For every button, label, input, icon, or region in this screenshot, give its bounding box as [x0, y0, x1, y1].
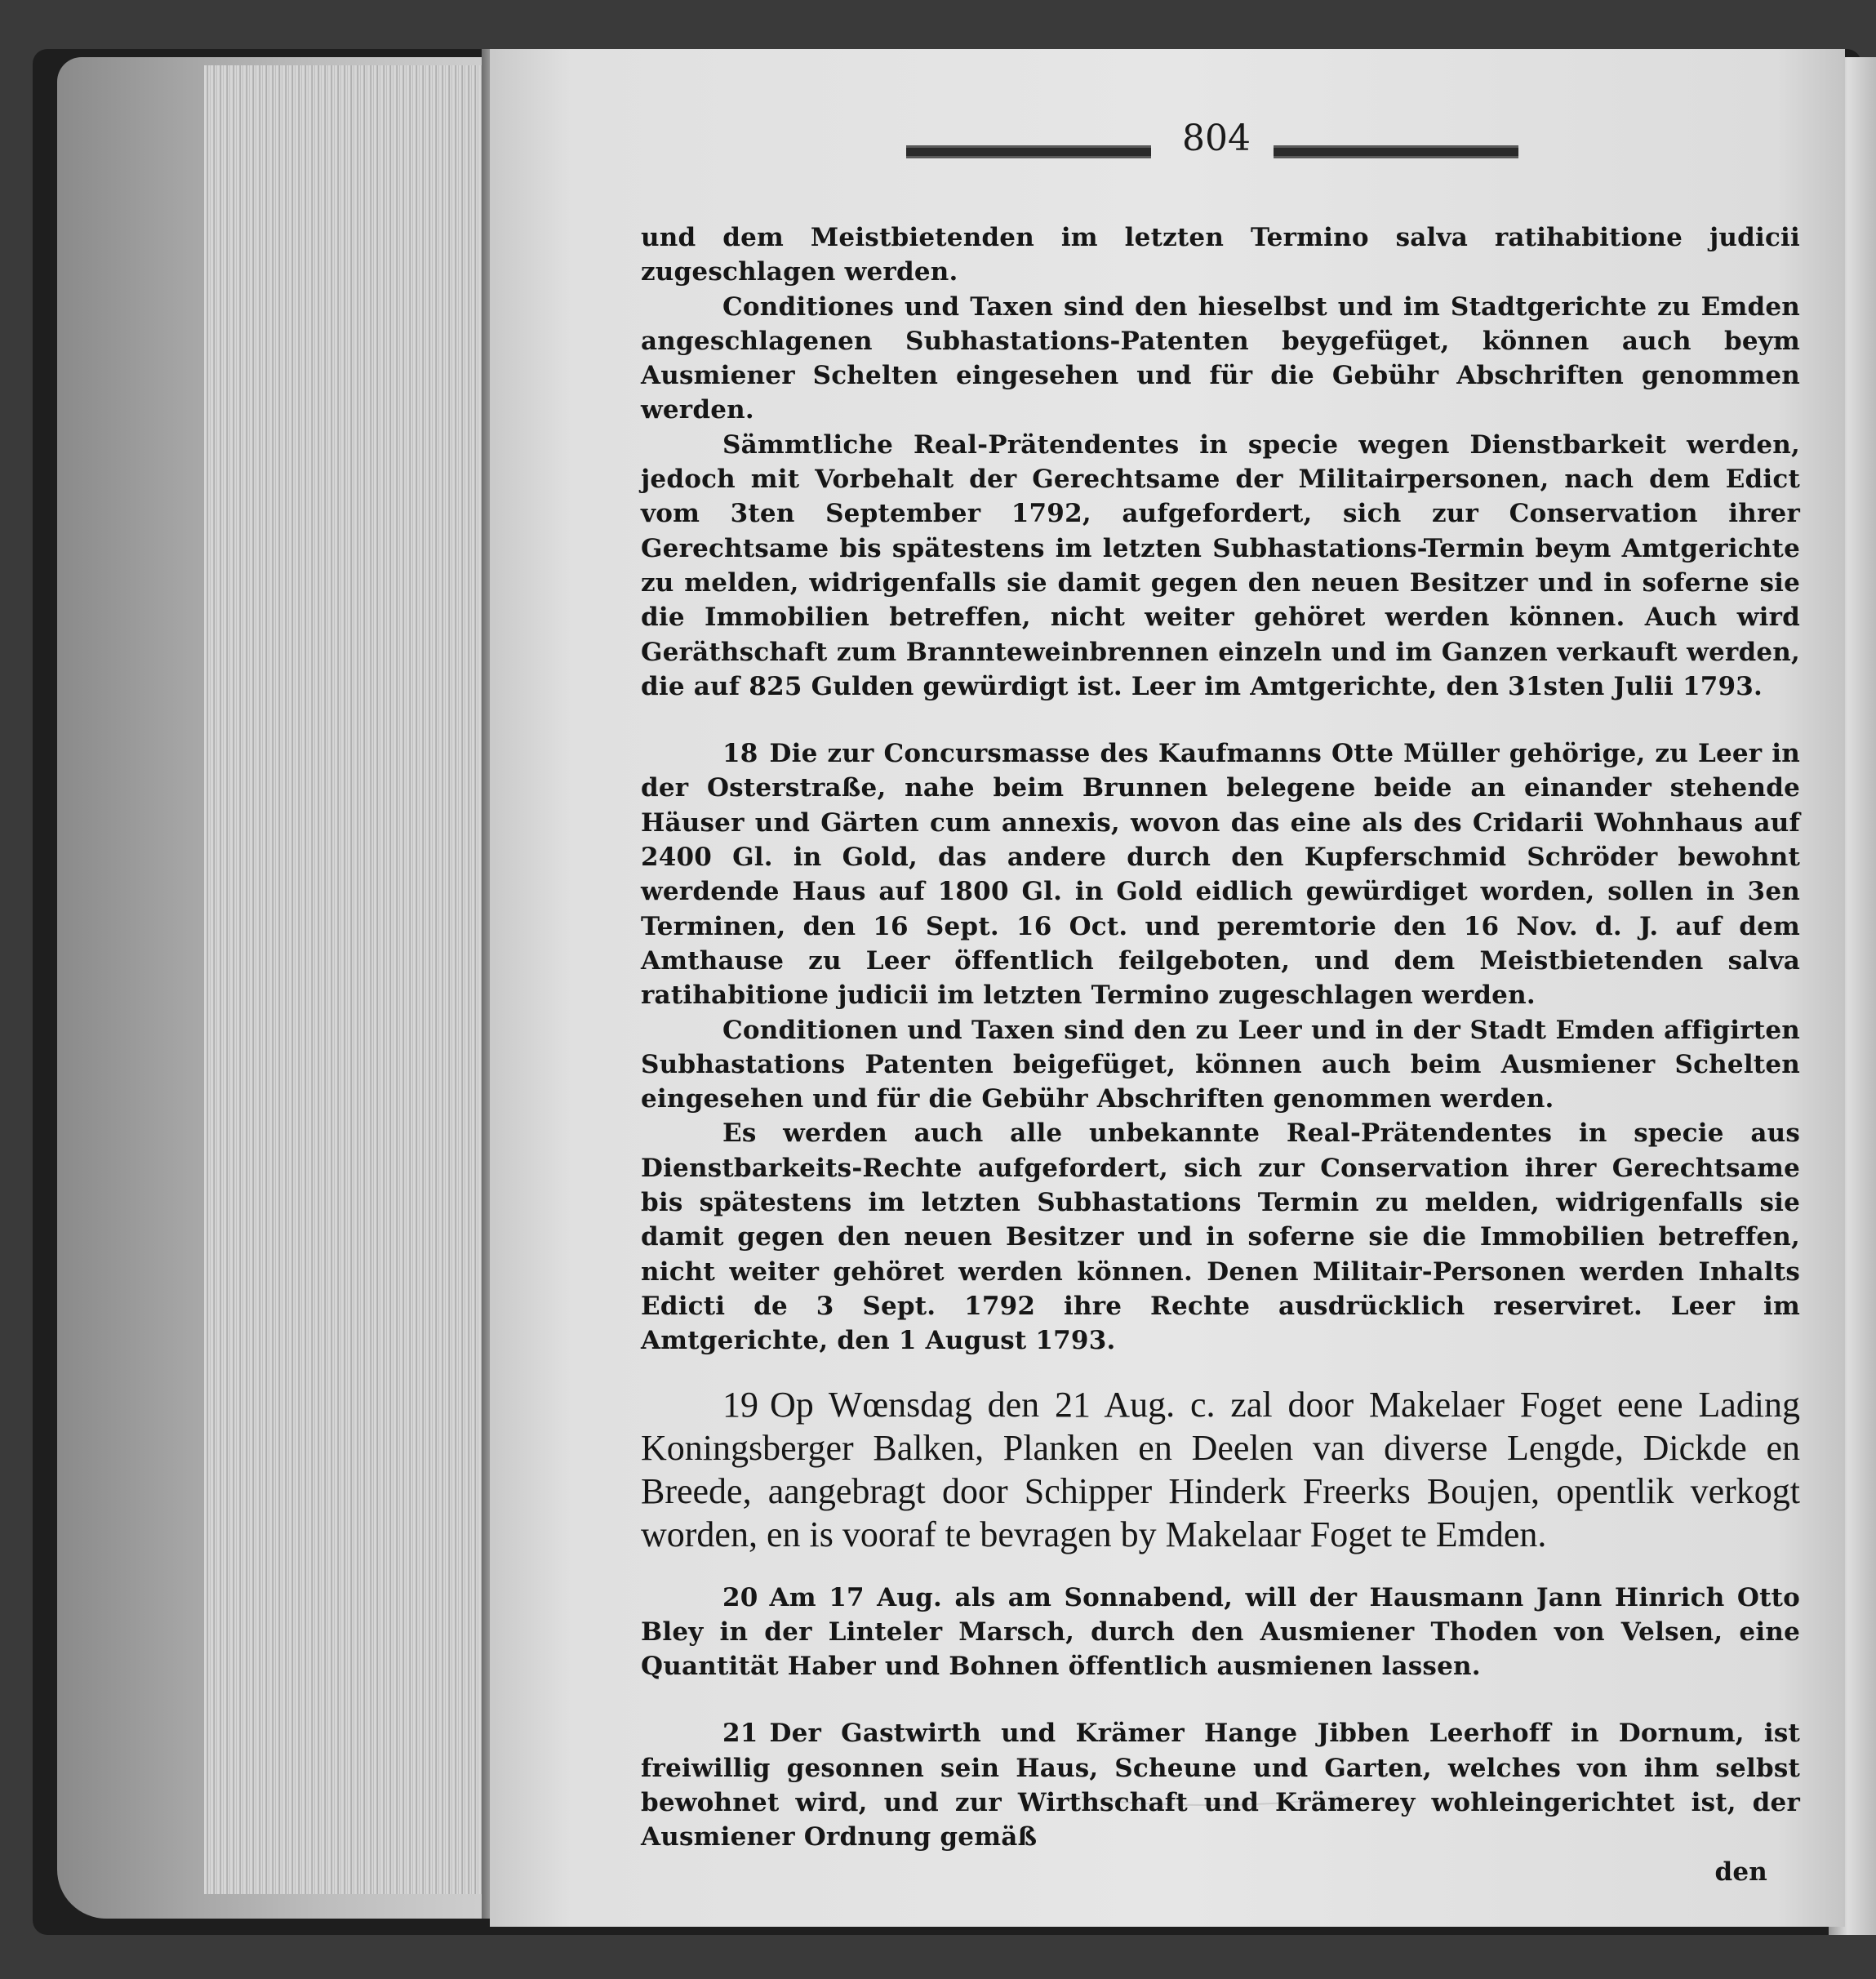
- page-header: [906, 114, 1527, 163]
- paragraph: und dem Meistbietenden im letzten Termino salva ratihabitione judicii zugeschlagen werden.: [641, 223, 1800, 287]
- paragraph: [641, 736, 1800, 1012]
- entry-number: 18: [722, 739, 758, 769]
- bleed-through-mark: [1061, 1772, 1355, 1806]
- page-edges: [204, 65, 484, 1894]
- entry-19: [641, 1383, 1800, 1556]
- entry-18: [641, 736, 1800, 1358]
- paragraph: [641, 1383, 1800, 1556]
- catchword: den: [1714, 1857, 1767, 1887]
- entry-continuation: [641, 220, 1800, 704]
- paragraph-text: Am 17 Aug. als am Sonnabend, will der Hausmann Jann Hinrich Otto Bley in der Linteler Marsch, durch den Ausmiener Thoden von Velsen, eine Quantität Haber und Bohnen öffentlich ausmienen lassen.: [641, 1582, 1800, 1682]
- entry-number: 20: [722, 1582, 758, 1612]
- paragraph: Conditionen und Taxen sind den zu Leer und in der Stadt Emden affigirten Subhastations Patenten beigefüget, können auch beim Ausmiener Schelten eingesehen und für die Gebühr Abschriften genommen werden.: [641, 1015, 1800, 1114]
- entry-20: [641, 1581, 1800, 1684]
- entry-number: 21: [722, 1719, 758, 1749]
- page-number: 804: [1182, 118, 1251, 159]
- paragraph: Conditiones und Taxen sind den hieselbst und im Stadtgerichte zu Emden angeschlagenen Subhastations-Patenten beygefüget, können auch beym Ausmiener Schelten eingesehen und für die Gebühr Abschriften genommen werden.: [641, 291, 1800, 425]
- paragraph-text: Op Wœnsdag den 21 Aug. c. zal door Makelaer Foget eene Lading Koningsberger Balken, Planken en Deelen van diverse Lengde, Dickde en Breede, aangebragt door Schipper Hinderk Freerks Boujen, opentlik verkogt worden, en is vooraf te bevragen by Makelaar Foget te Emden.: [641, 1384, 1800, 1554]
- header-rule-right: [1274, 145, 1518, 158]
- paragraph: Es werden auch alle unbekannte Real-Prätendentes in specie aus Dienstbarkeits-Rechte aufgefordert, sich zur Conservation ihrer Gerechtsame bis spätestens im letzten Subhastations Termin zu melden, widrigenfalls sie damit gegen den neuen Besitzer und in soferne sie die Immobilien betreffen, nicht weiter gehöret werden können. Denen Militair-Personen werden Inhalts Edicti de 3 Sept. 1792 ihre Rechte ausdrücklich reserviret. Leer im Amtgerichte, den 1 August 1793.: [641, 1118, 1800, 1356]
- header-rule-left: [906, 145, 1151, 158]
- entry-number: 19: [722, 1384, 758, 1425]
- paragraph: Sämmtliche Real-Prätendentes in specie wegen Dienstbarkeit werden, jedoch mit Vorbehalt der Gerechtsame der Militairpersonen, nach dem Edict vom 3ten September 1792, aufgefordert, sich zur Conservation ihrer Gerechtsame bis spätestens im letzten Subhastations-Termin beym Amtgerichte zu melden, widrigenfalls sie damit gegen den neuen Besitzer und in soferne sie die Immobilien betreffen, nicht weiter gehöret werden können. Auch wird Geräthschaft zum Brannteweinbrennen einzeln und im Ganzen verkauft werden, die auf 825 Gulden gewürdigt ist. Leer im Amtgerichte, den 31sten Julii 1793.: [641, 429, 1800, 701]
- paragraph: [641, 1581, 1800, 1684]
- page-text: [641, 220, 1800, 1889]
- paragraph-text: Die zur Concursmasse des Kaufmanns Otte Müller gehörige, zu Leer in der Osterstraße, nahe beim Brunnen belegene beide an einander stehende Häuser und Gärten cum annexis, wovon das eine als des Cridarii Wohnhaus auf 2400 Gl. in Gold, das andere durch den Kupferschmid Schröder bewohnt werdende Haus auf 1800 Gl. in Gold eidlich gewürdiget worden, sollen in 3en Terminen, den 16 Sept. 16 Oct. und peremtorie den 16 Nov. d. J. auf dem Amthause zu Leer öffentlich feilgeboten, und dem Meistbietenden salva ratihabitione judicii im letzten Termino zugeschlagen werden.: [641, 739, 1800, 1011]
- paragraph-text: Der Gastwirth und Krämer Hange Jibben Leerhoff in Dornum, ist freiwillig gesonnen sein Haus, Scheune und Garten, welches von ihm selbst bewohnet wird, und zur Wirthschaft und Krämerey wohleingerichtet ist, der Ausmiener Ordnung gemäß: [641, 1719, 1800, 1852]
